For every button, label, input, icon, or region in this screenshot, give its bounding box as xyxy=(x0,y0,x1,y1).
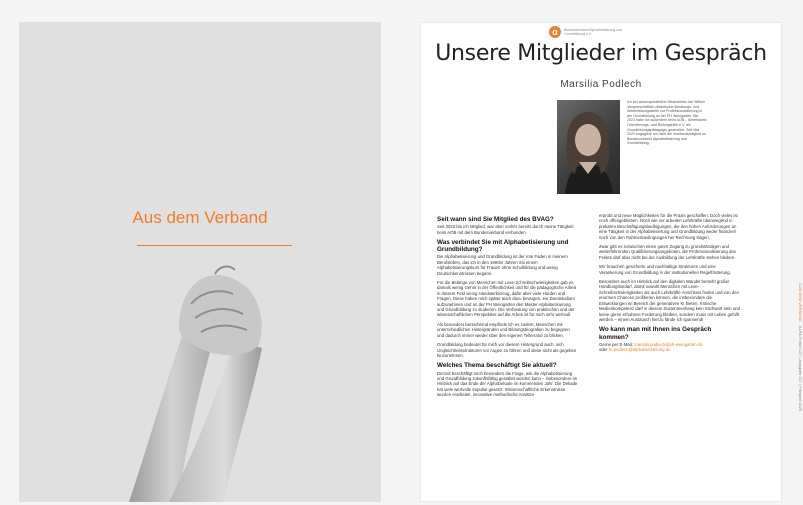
question-connection: Was verbindet Sie mit Alphabetisierung und Grundbildung? xyxy=(437,239,569,254)
author-bio: Ich bin wissenschaftliche Mitarbeiterin bei Willem Verspreschaftlich-didaktische Beratungs- und Weiterbildungsstelle zur Professionalisierung in der Grundbildung an der PH Weingarten. Bis 2023 habe ich außerdem beim AOB – Arbeitskreis Orientierungs- und Bildungshilfe e.V. als Grundbildungspädagogin gearbeitet. Seit Mai 2022 engagiere ich mich als Vorstandsmitglied im Bundesverband Alphabetisierung und Grundbildung. xyxy=(627,100,707,146)
answer-connection-p1: Die Alphabetisierung und Grundbildung ist der rote Faden in meinem Berufsleben, das ich in den 1990er Jahren mit einem Alphabetisierungskurs für Frauen ohne Schulbildung und wenig Deutschkenntnissen begann. xyxy=(437,254,568,276)
question-contact: Wo kann man mit Ihnen ins Gespräch kommen? xyxy=(599,326,712,341)
side-label-issue: ALFA-Forum 107 | Ausgabe 107 | Frühjahr 2025 xyxy=(797,325,803,412)
author-portrait xyxy=(557,100,620,194)
answer-connection-p2: Für die Belange von Menschen mit Lese-Schreibschwierigkeiten gab es damals wenig Gehör in der Öffentlichkeit und für die pädagogische Arbeit in diesem Feld wenig Handwerkszeug, dafür aber viele Hürden und Fragen. Diese haben mich später auch dazu bewogen, ein Zweitstudium aufzunehmen und an der PH Weingarten den Master Alphabetisierung und Grundbildung zu studieren. Die Verbindung von praktischen und der wissenschaftlichen Perspektive auf die Arbeit ist für mich sehr wertvoll. xyxy=(437,280,576,318)
article-column-left xyxy=(437,213,578,402)
article-author: Marsilia Podlech xyxy=(560,79,642,90)
answer-continued-p3: Wir brauchen gesicherte und nachhaltige Strukturen und eine Verankerung von Grundbildung in der institutionellen Regelförderung. xyxy=(599,264,731,275)
answer-continued-p2: Zwar gibt es inzwischen einen guten Zugang zu grundständigen und weiterführenden Qualifizierungsangeboten, die Professionalisierung des Feldes darf aber nicht bei der Ausbildung der Lehrkräfte stehen bleiben. xyxy=(599,244,736,260)
logo-text: Bundesverband Alphabetisierung und Grundbildung e.V. xyxy=(564,28,623,36)
answer-contact xyxy=(599,342,740,353)
section-title: Aus dem Verband xyxy=(132,208,268,227)
association-logo xyxy=(549,26,644,38)
clasped-hands-photo xyxy=(19,22,381,502)
article-column-right xyxy=(599,213,740,357)
email-link-alphabetisierung[interactable]: m.podlech@alphabetisierung.de xyxy=(608,347,671,353)
side-label-section: AUS DEM VERBAND xyxy=(797,283,803,322)
article-title: Unsere Mitglieder im Gespräch xyxy=(435,41,767,66)
section-divider xyxy=(137,245,292,246)
question-membership: Seit wann sind Sie Mitglied des BVAG? xyxy=(437,216,554,223)
email-link-ph[interactable]: marsilia.podlech@ph-weingarten.de xyxy=(634,341,703,347)
contact-or: oder xyxy=(599,347,608,353)
answer-continued-p1: erprobt und neue Möglichkeiten für die Praxis geschaffen. Doch vieles ist noch offengeblieben. Noch wie vor arbeiten Lehrkräfte überwiegend in prekären Beschäftigungsbedingungen, die den hohen Anforderungen an eine Tätigkeit in der Alphabetisierung und Grundbildung weder finanziell noch von den Rahmenbedingungen her Rechnung tragen. xyxy=(599,213,738,240)
answer-connection-p3: Als besonders bereichernd empfinde ich es zudem, Menschen mit unterschiedlichen Hintergründen und Bildungsbiografien zu begegnen und dadurch immer wieder über den eigenen Tellerrand zu blicken. xyxy=(437,321,570,338)
answer-current-topic: Derzeit beschäftigt mich besonders die Frage, wie die Alphabetisierung und Grundbildung zukunftsfähig gestaltet werden kann – insbesondere im Hinblick auf das Ende der AlphaDekade im kommenden Jahr. Die Dekade hat viele wertvolle Impulse gesetzt: Wissenschaftliche Erkenntnisse wurden erarbeitet, innovative methodische Ansätze xyxy=(437,370,578,398)
answer-connection-p4: Grundbildung bedeutet für mich vor diesem Hintergrund auch, sich Ungleichheitsstrukturen vor Augen zu führen und diese nicht als gegeben hinzunehmen. xyxy=(437,342,577,358)
answer-membership: Seit 2022 bin ich Mitglied, war aber vorher bereits durch meine Tätigkeit beim AOB mit dem Bundesverband verbunden. xyxy=(437,224,574,235)
side-running-head xyxy=(798,283,803,411)
left-page xyxy=(19,22,381,502)
contact-prefix: Gerne per E-Mail: xyxy=(599,341,633,347)
alpha-logo-icon: α xyxy=(549,26,561,38)
question-current-topic: Welches Thema beschäftigt Sie aktuell? xyxy=(437,362,557,370)
right-page xyxy=(420,22,803,502)
answer-continued-p4: Besonders auch im Hinblick auf den digitalen Wandel besteht großer Handlungsbedarf, damit sowohl Menschen mit Lese-Schreibschwierigkeiten als auch Lehrkräfte Anschluss finden und von den enormen Chancen profitieren können, die insbesondere die Entwicklungen im Bereich der generativen KI bieten. Kritische Medienkompetenz darf in diesem Zusammenhang kein Stichwort sein und keine gerne erhobene Forderung bleiben, sondern muss mit Leben gefüllt werden – einem Austausch hierzu fände ich spannend! xyxy=(599,279,740,322)
